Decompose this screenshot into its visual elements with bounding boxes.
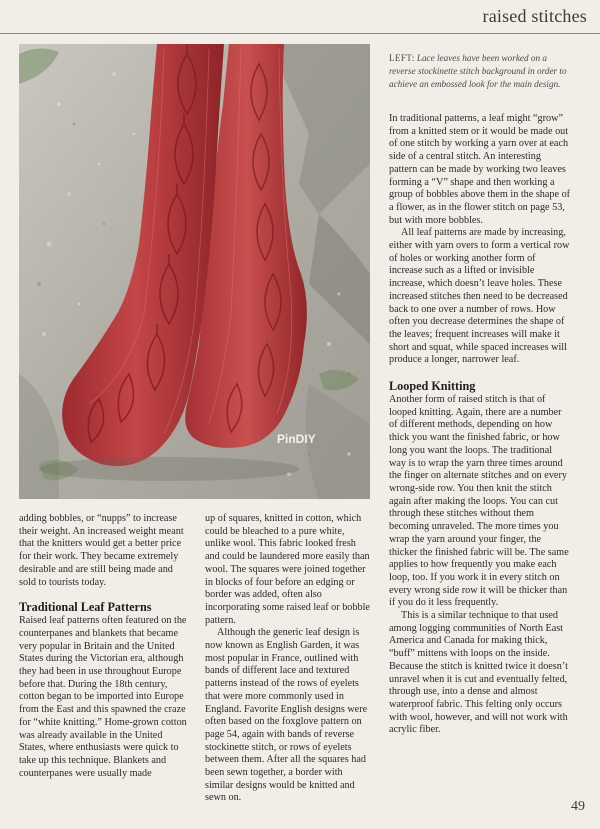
page-number: 49 [571, 799, 585, 814]
paragraph: This is a similar technique to that used among logging communities of North East America and Canada for making thick, “buff” mittens with loops on the inside. Because the stitch is knitted twice it doesn’t unravel when it is cut and eventually felted, through use, into a dense and almost waterproof fabric. This felting only occurs with wool, however, and will not work with acrylic fiber. [389, 610, 568, 736]
text-column-left [19, 513, 187, 780]
header-rule [0, 33, 600, 34]
paragraph: In traditional patterns, a leaf might “grow” from a knitted stem or it would be made out of one stitch by working a yarn over at each side of a central stitch. An interesting pattern can be made by working two leaves forming a “V” shape and then working a group of bobbles above them in the shape of a flower, as in the flower stitch on page 53, but with more bobbles. [389, 113, 571, 226]
paragraph: Although the generic leaf design is now known as English Garden, it was most popular in France, outlined with bands of different lace and textured patterns instead of the rows of eyelets that were more commonly used in England. Favorite English designs were often based on the foxglove pattern on page 54, again with bands of reverse stockinette stitch, or rows of eyelets between them. After all the squares had been sewn together, a border with similar designs would be knitted and sewn on. [205, 627, 368, 804]
section-heading-traditional-leaf-patterns: Traditional Leaf Patterns [19, 600, 152, 615]
photo-caption [389, 52, 574, 92]
text-column-middle [205, 513, 371, 805]
caption-label: LEFT: [389, 53, 415, 63]
paragraph: All leaf patterns are made by increasing, either with yarn overs to form a vertical row of holes or working another form of increase such as a lifted or invisible increase, which doesn’t leave holes. These increased stitches then need to be decreased back to one over a number of rows. How often you decrease determines the shape of the leaves; frequent increases will make it short and squat, while spaced increases will produce a longer, narrower leaf. [389, 227, 570, 366]
running-head: raised stitches [482, 6, 587, 26]
text-column-right [389, 113, 571, 737]
paragraph: Raised leaf patterns often featured on the counterpanes and blankets that became very popular in Britain and the United States during the Victorian era, although they had been in use throughout Europe before that. During the 18th century, cotton began to be imported into Europe from the East and this spawned the craze for “white knitting.” Home-grown cotton was already available in the United States, where enthusiasts were quick to take up this technique. Blankets and counterpanes were usually made [19, 615, 187, 779]
paragraph: up of squares, knitted in cotton, which could be bleached to a pure white, unlike wool. This fabric looked fresh and could be laundered more easily than wool. The squares were joined together in blocks of four before an edging or border was added, often also incorporating some raised leaf or bobble pattern. [205, 513, 370, 626]
paragraph: adding bobbles, or “nupps” to increase their weight. An increased weight meant that the knitters would get a better price for their work. They became extremely desirable and are still being made and sold to tourists today. [19, 513, 184, 588]
paragraph: Another form of raised stitch is that of looped knitting. Again, there are a number of different methods, depending on how thick you want the finished fabric, or how long you want the loops. The traditional way is to wrap the yarn three times around the finger on alternate stitches and on every wrong-side row. You then knit the stitch again after making the loops. You can cut through these stitches without them becoming unraveled. The more times you wrap the yarn around your finger, the thicker the finished fabric will be. The same applies to how frequently you make each loop, too. If you work it in every stitch on every wrong side row it will be thicker than if you do it less frequently. [389, 394, 569, 609]
watermark-text: PinDIY [277, 432, 316, 446]
section-heading-looped-knitting: Looped Knitting [389, 379, 476, 394]
caption-text: Lace leaves have been worked on a reverse stockinette stitch background in order to achieve an embossed look for the main design. [389, 53, 567, 90]
socks-photo [19, 44, 370, 499]
